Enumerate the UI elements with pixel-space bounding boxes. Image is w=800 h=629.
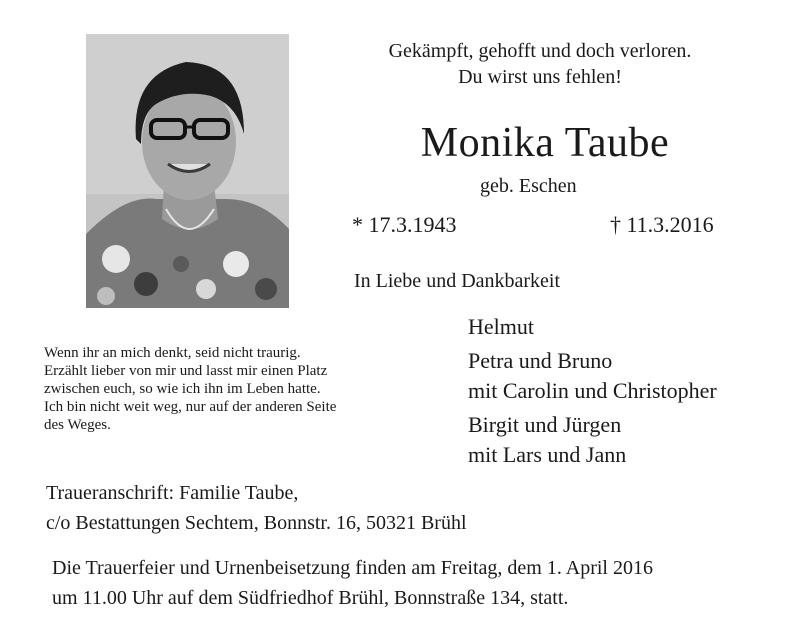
- family-member: Petra und Bruno: [468, 348, 613, 373]
- address-line: Traueranschrift: Familie Taube,: [46, 482, 299, 504]
- birth-date: * 17.3.1943: [352, 212, 457, 237]
- verse-line: Gekämpft, gehofft und doch verloren.: [388, 40, 692, 62]
- birth-name: geb. Eschen: [480, 175, 577, 197]
- portrait-image: [86, 34, 289, 308]
- family-member: mit Lars und Jann: [468, 442, 627, 467]
- poem-line: Ich bin nicht weit weg, nur auf der anderen Seite: [44, 399, 337, 415]
- ceremony-line: Die Trauerfeier und Urnenbeisetzung finden am Freitag, dem 1. April 2016: [52, 557, 653, 579]
- ceremony-line: um 11.00 Uhr auf dem Südfriedhof Brühl, Bonnstraße 134, statt.: [52, 587, 569, 609]
- portrait-photo: [86, 34, 289, 308]
- thanks-heading: In Liebe und Dankbarkeit: [354, 270, 561, 292]
- family-member: Birgit und Jürgen: [468, 412, 622, 437]
- death-date: † 11.3.2016: [610, 212, 714, 237]
- family-member: Helmut: [468, 314, 534, 339]
- poem-line: Wenn ihr an mich denkt, seid nicht traurig.: [44, 345, 301, 361]
- opening-verse: [380, 38, 700, 90]
- poem-line: Erzählt lieber von mir und lasst mir einen Platz: [44, 363, 328, 379]
- mourning-address: [46, 478, 467, 538]
- poem-line: des Weges.: [44, 417, 111, 433]
- deceased-name: Monika Taube: [420, 120, 670, 166]
- family-list: [468, 312, 717, 470]
- poem: [44, 344, 374, 434]
- verse-line: Du wirst uns fehlen!: [458, 66, 622, 88]
- family-member: mit Carolin und Christopher: [468, 378, 717, 403]
- address-line: c/o Bestattungen Sechtem, Bonnstr. 16, 50321 Brühl: [46, 512, 467, 534]
- ceremony-notice: [52, 553, 772, 613]
- poem-line: zwischen euch, so wie ich ihn im Leben hatte.: [44, 381, 321, 397]
